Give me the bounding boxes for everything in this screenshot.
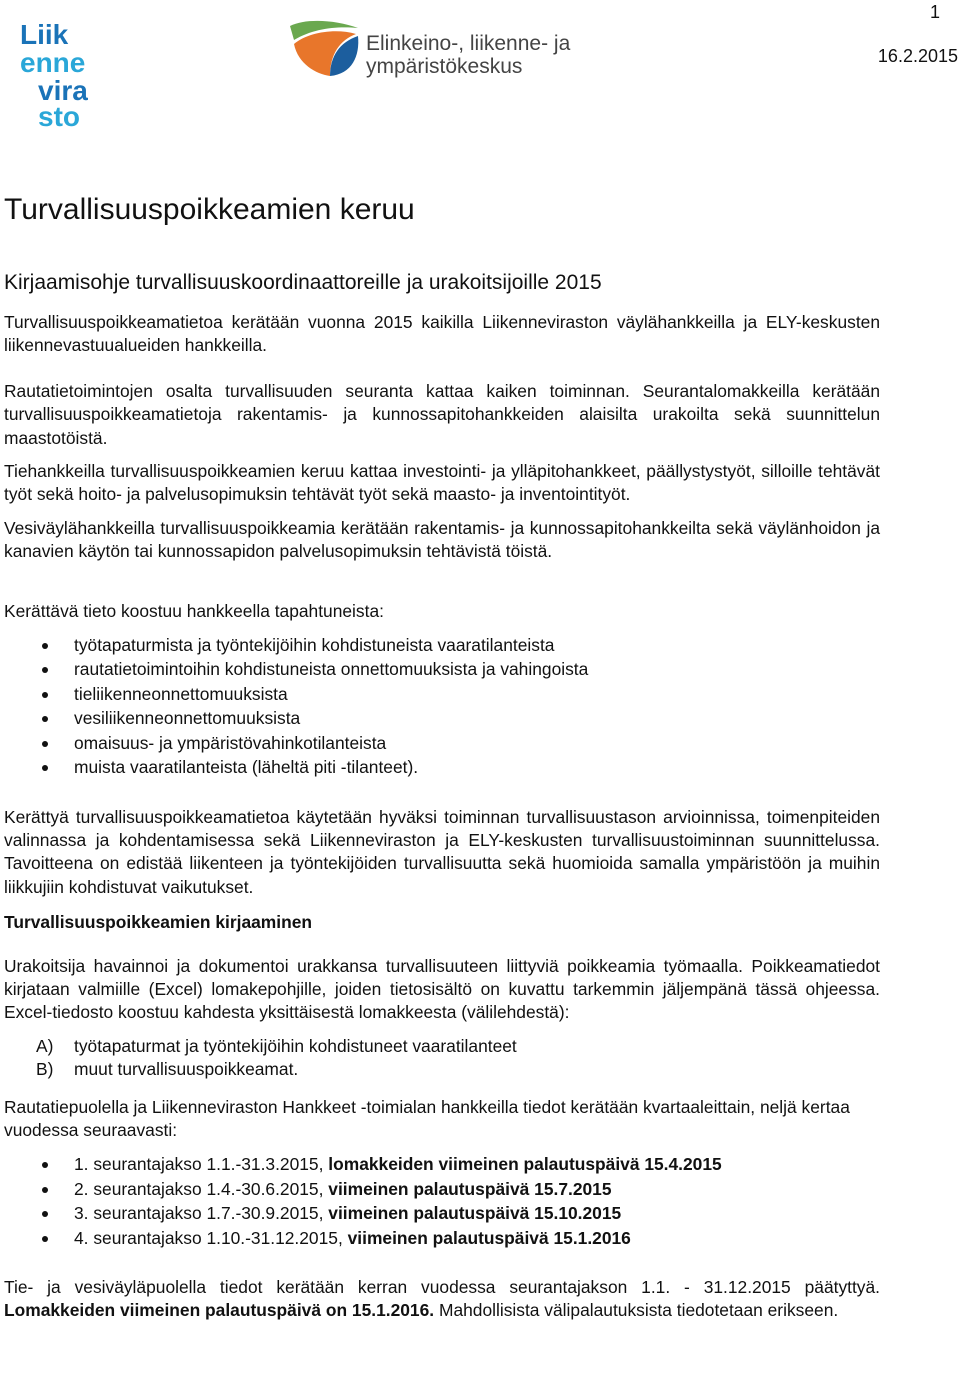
road-paragraph: Tiehankkeilla turvallisuuspoikkeamien keruu kattaa investointi- ja ylläpitohankkeet, päällystystyöt, silloille tehtävät työt sekä hoito- ja palvelusopimuksin tehtävät työt sekä maasto- ja inventointityöt. — [4, 461, 880, 505]
collected-info-paragraph: Kerättävä tieto koostuu hankkeella tapahtuneista: — [4, 600, 384, 621]
logo-line-3: vira — [38, 75, 88, 106]
list-item-text: työtapaturmat ja työntekijöihin kohdistuneet vaaratilanteet — [74, 1035, 517, 1056]
ely-logo-line-1: Elinkeino-, liikenne- ja — [366, 32, 571, 55]
ely-logo-line-2: ympäristökeskus — [366, 55, 523, 78]
list-item: vesiliikenneonnettomuuksista — [4, 706, 880, 730]
annual-deadline: Lomakkeiden viimeinen palautuspäivä on 15.1.2016. — [4, 1300, 435, 1321]
collected-info-list — [4, 633, 880, 779]
document-body — [4, 190, 880, 1333]
reporting-periods-list — [4, 1152, 880, 1250]
document-subtitle: Kirjaamisohje turvallisuuskoordinaattoreille ja urakoitsijoille 2015 — [4, 271, 602, 294]
deadline-text: viimeinen palautuspäivä 15.1.2016 — [347, 1227, 631, 1248]
deadline-text: lomakkeiden viimeinen palautuspäivä 15.4.2015 — [328, 1154, 722, 1175]
list-marker: B) — [36, 1059, 54, 1080]
deadline-text: viimeinen palautuspäivä 15.10.2015 — [328, 1203, 622, 1224]
rail-paragraph: Rautatietoimintojen osalta turvallisuuden seuranta kattaa kaiken toiminnan. Seurantalomakkeilla kerätään turvallisuuspoikkeamatietoja rakentamis- ja kunnossapitohankkeiden alaisilta urakoilta sekä suunnittelun maastotöistä. — [4, 380, 880, 448]
list-item: tieliikenneonnettomuuksista — [4, 682, 880, 706]
list-item-text: muut turvallisuuspoikkeamat. — [74, 1059, 299, 1080]
list-item: muista vaaratilanteista (läheltä piti -tilanteet). — [4, 755, 880, 779]
annual-text-2: Mahdollisista välipalautuksista tiedotetaan erikseen. — [434, 1300, 839, 1321]
list-item: työtapaturmista ja työntekijöihin kohdistuneista vaaratilanteista — [4, 633, 880, 657]
deadline-text: viimeinen palautuspäivä 15.7.2015 — [328, 1178, 612, 1199]
list-item — [4, 1201, 880, 1225]
list-item: rautatietoimintoihin kohdistuneista onnettomuuksista ja vahingoista — [4, 657, 880, 681]
period-text: 1. seurantajakso 1.1.-31.3.2015, — [74, 1154, 329, 1175]
form-list — [4, 1035, 880, 1082]
period-text: 4. seurantajakso 1.10.-31.12.2015, — [74, 1227, 348, 1248]
list-item — [4, 1058, 880, 1081]
intro-paragraph: Turvallisuuspoikkeamatietoa kerätään vuonna 2015 kaikilla Liikenneviraston väylähankkeilla ja ELY-keskusten liikennevastuualueiden hankkeilla. — [4, 312, 880, 356]
recording-paragraph: Urakoitsija havainnoi ja dokumentoi urakkansa turvallisuuteen liittyviä poikkeamia työmaalla. Poikkeamatiedot kirjataan valmiille (Excel) lomakepohjille, joiden tietosisältö on kuvattu tarkemmin jäljempänä tässä ohjeessa. Excel-tiedosto koostuu kahdesta yksittäisestä lomakkeesta (välilehdestä): — [4, 955, 880, 1023]
document-title: Turvallisuuspoikkeamien keruu — [4, 193, 415, 226]
list-item: omaisuus- ja ympäristövahinkotilanteista — [4, 731, 880, 755]
page-number: 1 — [929, 2, 940, 22]
list-marker: A) — [36, 1035, 54, 1056]
liikennevirasto-logo — [18, 20, 128, 132]
list-item — [4, 1152, 880, 1176]
logo-line-4: sto — [38, 101, 80, 132]
document-date: 16.2.2015 — [877, 46, 958, 66]
waterway-paragraph: Vesiväylähankkeilla turvallisuuspoikkeamia kerätään rakentamis- ja kunnossapitohankkeilta sekä väylänhoidon ja kanavien käytön tai kunnossapidon palvelusopimuksin tehtävistä töistä. — [4, 517, 880, 562]
section-title: Turvallisuuspoikkeamien kirjaaminen — [4, 912, 312, 933]
period-text: 2. seurantajakso 1.4.-30.6.2015, — [74, 1178, 329, 1199]
ely-logo — [286, 18, 586, 88]
logo-line-2: enne — [20, 47, 86, 78]
period-text: 3. seurantajakso 1.7.-30.9.2015, — [74, 1203, 329, 1224]
logo-line-1: Liik — [20, 20, 69, 50]
usage-paragraph: Kerättyä turvallisuuspoikkeamatietoa käytetään hyväksi toiminnan turvallisuustason arvioinnissa, toimenpiteiden valinnassa ja kohdentamisessa sekä Liikenneviraston ja ELY-keskusten turvallisuustoiminnan suunnittelussa. Tavoitteena on edistää liikenteen ja työntekijöiden turvallisuutta sekä huomioida samalla ympäristöön ja muihin liikkujiin kohdistuvat vaikutukset. — [4, 806, 880, 897]
list-item — [4, 1035, 880, 1058]
list-item — [4, 1226, 880, 1250]
annual-text-1: Tie- ja vesiväyläpuolella tiedot kerätään kerran vuodessa seurantajakson 1.1. - 31.12.2015 päätyttyä. — [4, 1277, 880, 1297]
quarterly-paragraph: Rautatiepuolella ja Liikenneviraston Hankkeet -toimialan hankkeilla tiedot kerätään kvartaaleittain, neljä kertaa vuodessa seuraavasti: — [4, 1096, 850, 1140]
ely-emblem-icon — [286, 18, 362, 88]
list-item — [4, 1177, 880, 1201]
ely-logo-text — [366, 32, 570, 78]
annual-paragraph — [4, 1276, 880, 1323]
